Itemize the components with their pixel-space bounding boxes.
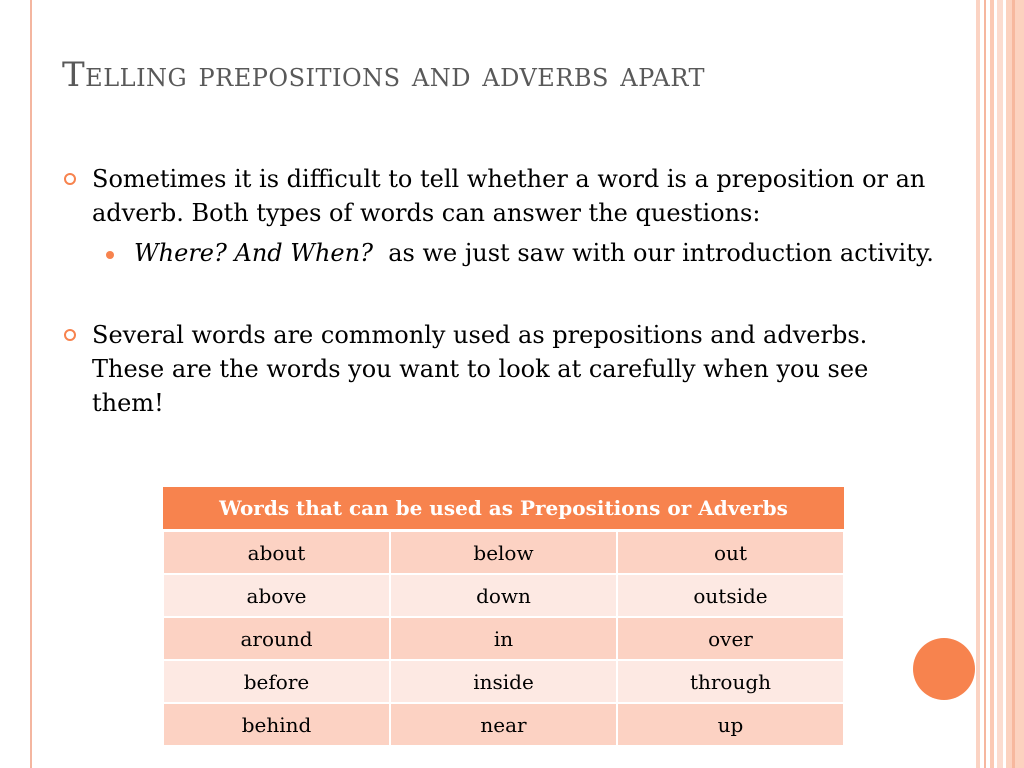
table-row bbox=[163, 531, 844, 575]
table-cell: inside bbox=[390, 660, 617, 703]
sub-bullet-item bbox=[62, 236, 942, 270]
spacer bbox=[62, 270, 942, 318]
bullet-text: Several words are commonly used as prepositions and adverbs. These are the words you want to look at carefully when you see them! bbox=[92, 321, 869, 417]
bullet-item bbox=[62, 162, 942, 270]
ring-bullet-icon bbox=[64, 329, 76, 341]
table-row bbox=[163, 660, 844, 703]
table-cell: below bbox=[390, 531, 617, 575]
table-cell: up bbox=[617, 703, 844, 746]
table-cell: down bbox=[390, 574, 617, 617]
table-header: Words that can be used as Prepositions or Adverbs bbox=[163, 487, 844, 531]
right-stripe bbox=[990, 0, 994, 768]
table-cell: over bbox=[617, 617, 844, 660]
ring-bullet-icon bbox=[64, 173, 76, 185]
right-stripe bbox=[997, 0, 1003, 768]
table-cell: near bbox=[390, 703, 617, 746]
dot-bullet-icon bbox=[106, 251, 114, 259]
table-cell: about bbox=[163, 531, 390, 575]
table-cell: before bbox=[163, 660, 390, 703]
sub-bullet-emphasis: Where? And When? bbox=[134, 239, 373, 267]
table-row bbox=[163, 574, 844, 617]
table-cell: around bbox=[163, 617, 390, 660]
sub-bullet-text: as we just saw with our introduction activity. bbox=[372, 239, 934, 267]
right-stripe bbox=[1012, 0, 1015, 768]
table-row bbox=[163, 703, 844, 746]
table-cell: above bbox=[163, 574, 390, 617]
right-stripe bbox=[976, 0, 980, 768]
table-cell: out bbox=[617, 531, 844, 575]
right-stripe bbox=[1006, 0, 1024, 768]
bullet-item bbox=[62, 318, 942, 420]
table-row bbox=[163, 617, 844, 660]
slide-title: Telling prepositions and adverbs apart bbox=[62, 55, 706, 95]
table-cell: outside bbox=[617, 574, 844, 617]
table-cell: in bbox=[390, 617, 617, 660]
bullet-text: Sometimes it is difficult to tell whether a word is a preposition or an adverb. Both types of words can answer the questions: bbox=[92, 165, 926, 227]
words-table bbox=[162, 487, 845, 747]
table-cell: behind bbox=[163, 703, 390, 746]
table-cell: through bbox=[617, 660, 844, 703]
decorative-circle bbox=[913, 638, 975, 700]
right-stripe bbox=[984, 0, 986, 768]
bullet-list bbox=[62, 162, 942, 420]
left-border-line bbox=[30, 0, 32, 768]
